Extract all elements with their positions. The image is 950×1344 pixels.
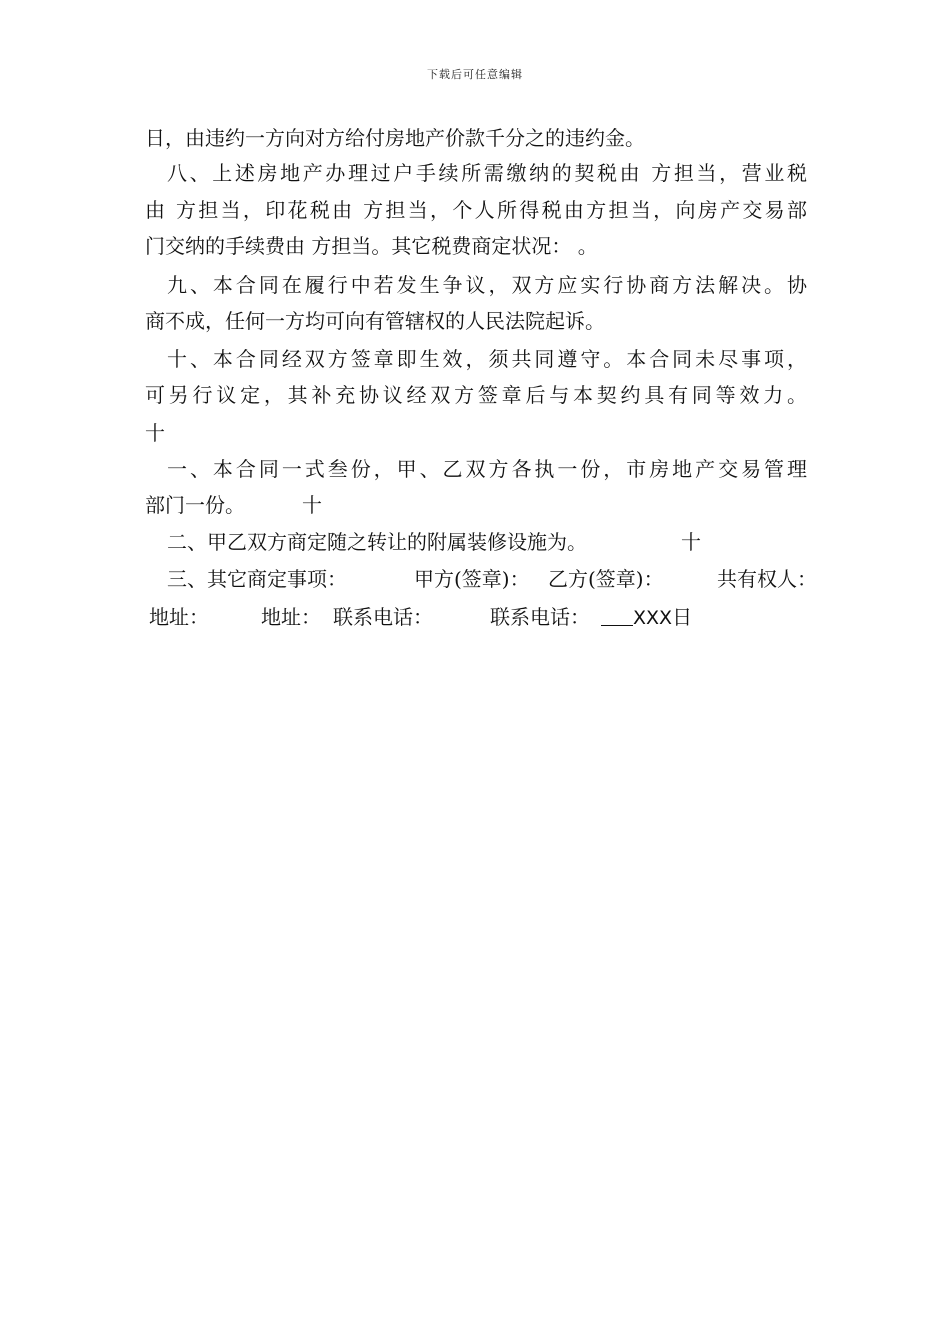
co-owner-label: 共有权人： [717,567,817,591]
text-line: 十 [145,421,165,445]
text-line: 由 方担当，印花税由 方担当，个人所得税由方担当，向房产交易部 [145,198,807,222]
placeholder-text: XXX [633,607,673,629]
party-b-label: 乙方(签章)： [548,567,664,591]
text-line: 十 [302,493,322,517]
phone-label: 联系电话： [490,605,590,629]
address-label: 地址： [261,605,321,629]
text-line: 商不成，任何一方均可向有管辖权的人民法院起诉。 [145,309,605,333]
text-line: 门交纳的手续费由 方担当。其它税费商定状况： 。 [145,234,598,258]
text-line: 十、本合同经双方签章即生效，须共同遵守。本合同未尽事项， [167,347,807,371]
text-line: 日，由违约一方向对方给付房地产价款千分之的违约金。 [145,126,645,150]
blank-fill [601,603,692,632]
day-label: 日 [672,605,693,629]
text-line: 二、甲乙双方商定随之转让的附属装修设施为。 [167,530,587,554]
phone-label: 联系电话： [333,605,433,629]
text-line: 可另行议定，其补充协议经双方签章后与本契约具有同等效力。 [145,383,807,407]
signature-row [0,565,950,595]
address-label: 地址： [149,605,209,629]
text-line: 九、本合同在履行中若发生争议，双方应实行协商方法解决。协 [167,273,807,297]
text-line: 八、上述房地产办理过户手续所需缴纳的契税由 方担当，营业税 [167,161,807,185]
text-line: 十 [681,530,701,554]
page-header-note: 下载后可任意编辑 [427,68,523,81]
blank-underline [601,606,633,626]
party-a-label: 甲方(签章)： [414,567,530,591]
text-line: 三、其它商定事项： [167,567,347,591]
text-line: 部门一份。 [145,493,245,517]
contact-row [0,603,950,633]
text-line: 一、本合同一式叁份，甲、乙双方各执一份，市房地产交易管理 [167,457,807,481]
